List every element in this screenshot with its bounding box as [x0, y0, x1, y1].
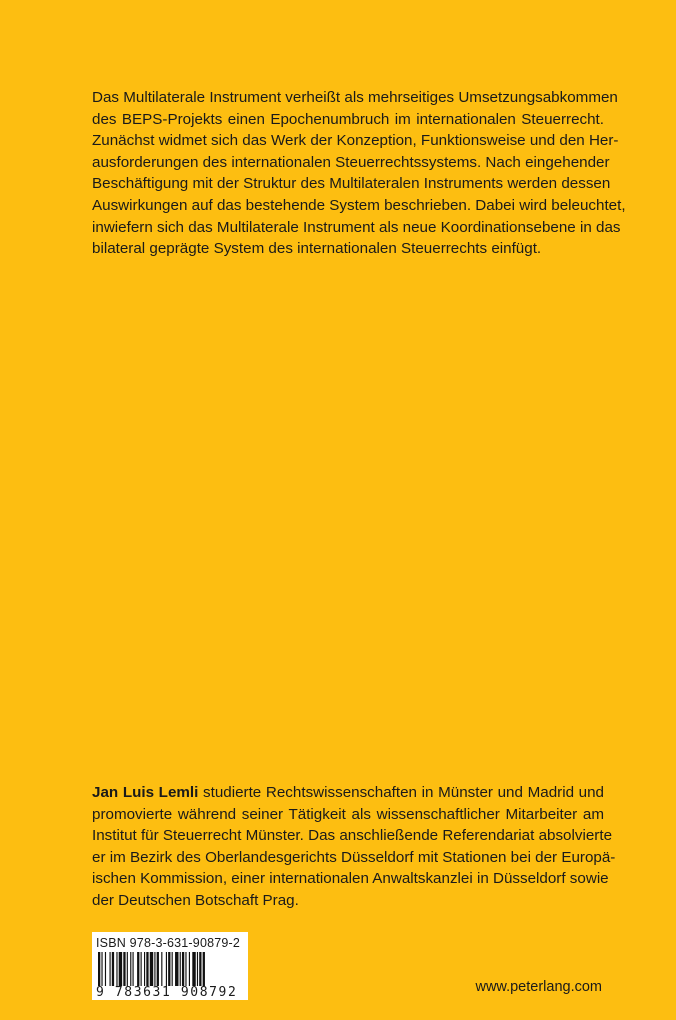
barcode-bar — [119, 952, 122, 986]
barcode-bar — [146, 952, 148, 986]
isbn-label: ISBN 978-3-631-90879-2 — [96, 936, 241, 950]
barcode-bar — [154, 952, 155, 986]
blurb-line: Das Multilaterale Instrument verheißt als mehrseitiges Umsetzungsabkommen — [92, 89, 618, 106]
barcode-bar — [199, 952, 201, 986]
blurb-line: des BEPS-Projekts einen Epochenumbruch im internationalen Steuerrecht. — [92, 110, 604, 128]
barcode-bar — [110, 952, 111, 986]
barcode-bar — [197, 952, 198, 986]
blurb-line: ausforderungen des internationalen Steuerrechtssystems. Nach eingehender — [92, 153, 610, 171]
barcode-image — [96, 952, 244, 986]
blurb-text — [92, 87, 626, 260]
author-bio-first-line-text: studierte Rechtswissenschaften in Münster und Madrid und — [198, 784, 605, 801]
barcode-bar — [172, 952, 173, 986]
barcode-bar — [189, 952, 190, 986]
blurb-line: Zunächst widmet sich das Werk der Konzeption, Funktionsweise und den Her- — [92, 132, 619, 150]
author-bio-line: der Deutschen Botschaft Prag. — [92, 891, 299, 909]
barcode-bar — [123, 952, 125, 986]
barcode-bar — [105, 952, 106, 986]
barcode-bar — [180, 952, 181, 986]
barcode-bar — [203, 952, 205, 986]
barcode-bar — [150, 952, 153, 986]
barcode-bar — [157, 952, 159, 986]
author-bio — [92, 782, 616, 912]
barcode-bar — [98, 952, 100, 986]
blurb-line: bilateral geprägte System des internationalen Steuerrechts einfügt. — [92, 240, 542, 258]
author-name: Jan Luis Lemli — [92, 784, 199, 801]
barcode-bar — [192, 952, 195, 986]
author-bio-line: ischen Kommission, einer internationalen Anwaltskanzlei in Düsseldorf sowie — [92, 870, 609, 888]
barcode-bar — [168, 952, 170, 986]
publisher-website: www.peterlang.com — [475, 979, 602, 995]
barcode-bar — [141, 952, 142, 986]
blurb-line: Auswirkungen auf das bestehende System beschrieben. Dabei wird beleuchtet, — [92, 196, 626, 214]
barcode-bar — [116, 952, 117, 986]
barcode-bar — [127, 952, 128, 986]
barcode-bar — [175, 952, 178, 986]
author-bio-line — [92, 782, 604, 804]
author-bio-line: Institut für Steuerrecht Münster. Das anschließende Referendariat absolvierte — [92, 827, 613, 845]
barcode-bar — [112, 952, 114, 986]
barcode-bar — [101, 952, 102, 986]
barcode-bar — [133, 952, 134, 986]
barcode-bar — [144, 952, 145, 986]
author-bio-line: er im Bezirk des Oberlandesgerichts Düsseldorf mit Stationen bei der Europä- — [92, 848, 616, 866]
isbn-barcode-block — [92, 932, 248, 1000]
barcode-digits: 9 783631 908792 — [96, 985, 238, 1000]
blurb-line: inwiefern sich das Multilaterale Instrument als neue Koordinationsebene in das — [92, 218, 621, 236]
barcode-bar — [182, 952, 184, 986]
blurb-line: Beschäftigung mit der Struktur des Multilateralen Instruments werden dessen — [92, 175, 611, 193]
barcode-bar — [137, 952, 139, 986]
author-bio-line: promovierte während seiner Tätigkeit als wissenschaftlicher Mitarbeiter am — [92, 805, 604, 823]
barcode-bar — [185, 952, 186, 986]
barcode-bar — [130, 952, 131, 986]
barcode-bar — [166, 952, 167, 986]
barcode-bar — [161, 952, 162, 986]
